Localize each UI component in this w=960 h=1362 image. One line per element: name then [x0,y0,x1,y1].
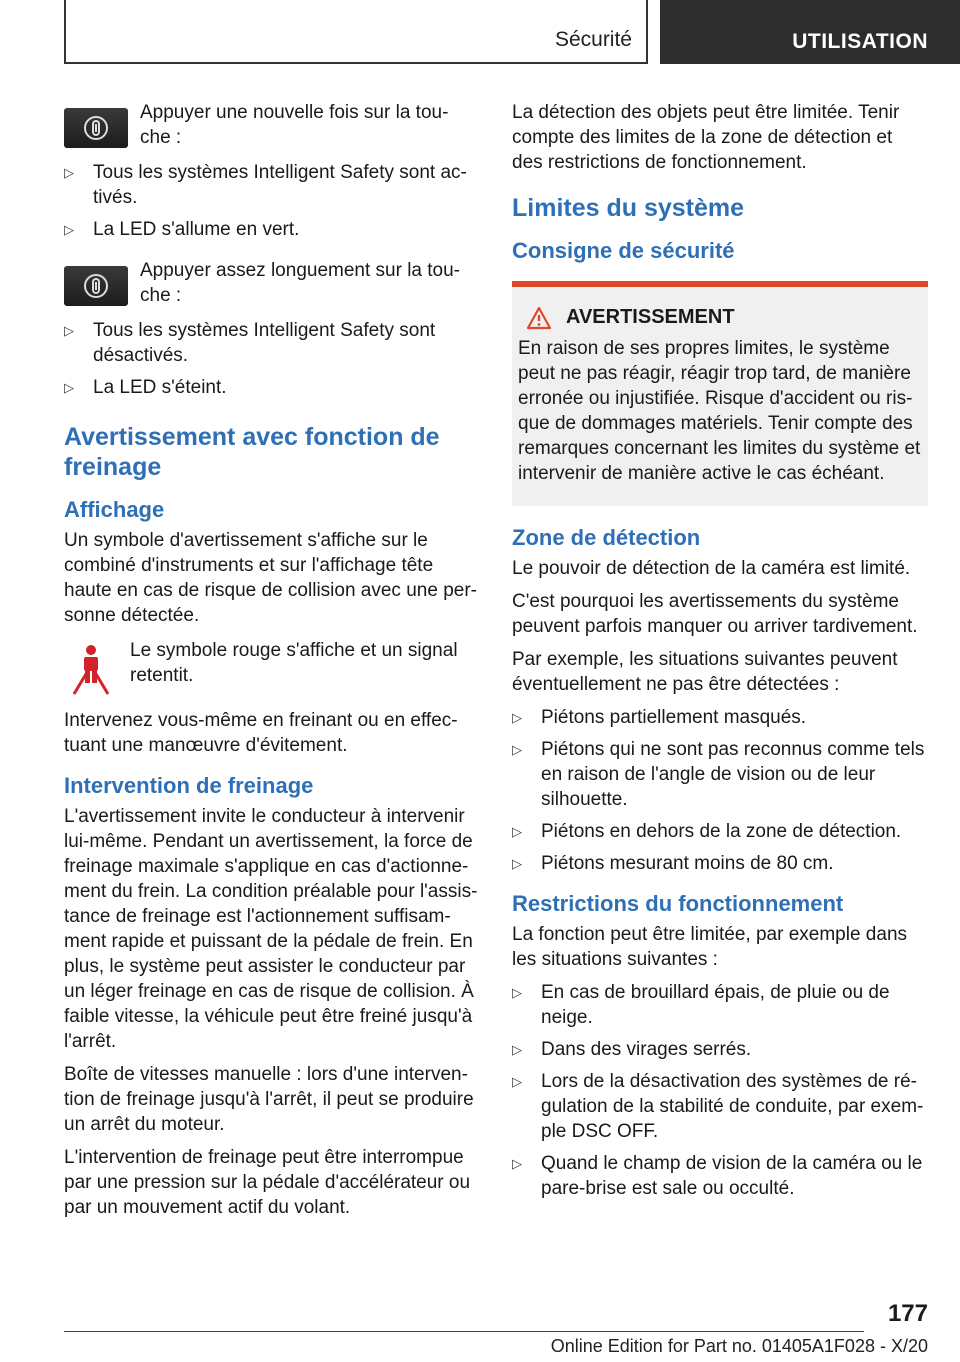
paragraph: La fonction peut être limitée, par exemple dans les situations suivantes : [512,924,908,970]
bullet-list [64,318,478,400]
subsection-heading: Zone de détection [512,525,701,550]
list-item: ▷ La LED s'éteint. [64,375,478,400]
button-instruction-2 [64,258,478,308]
paragraph: Boîte de vitesses manuelle : lors d'une interven-tion de freinage jusqu'à l'arrêt, il peut se produire un arrêt du moteur. [64,1064,474,1135]
footer-edition: Online Edition for Part no. 01405A1F028 - X/20 [550,1336,928,1356]
bullet-list [512,705,928,876]
button-instruction-text: Appuyer assez longuement sur la tou-che : [140,260,461,306]
list-item: ▷ Tous les systèmes Intelligent Safety sont désactivés. [64,318,478,368]
subsection-heading: Consigne de sécurité [512,238,735,263]
button-instruction-text: Appuyer une nouvelle fois sur la tou-che : [140,102,449,148]
paragraph: Le pouvoir de détection de la caméra est limité. [512,558,911,579]
paragraph: La détection des objets peut être limitée. Tenir compte des limites de la zone de détection et des restrictions de fonctionnement. [512,102,900,173]
list-item: ▷ Piétons mesurant moins de 80 cm. [512,851,928,876]
header-chapter-title: UTILISATION [792,30,928,53]
list-item: ▷ Piétons partiellement masqués. [512,705,928,730]
list-item: ▷ En cas de brouillard épais, de pluie ou de neige. [512,980,928,1030]
list-item: ▷ Quand le champ de vision de la caméra ou le pare-brise est sale ou occulté. [512,1151,928,1201]
paragraph: Par exemple, les situations suivantes peuvent éventuellement ne pas être détectées : [512,649,898,695]
right-column [512,100,928,1209]
intelligent-safety-button-icon [64,108,128,148]
left-column [64,100,478,1228]
paragraph: L'avertissement invite le conducteur à intervenir lui-même. Pendant un avertissement, la force de freinage maximale s'applique en cas d'actionne-ment du frein. La condition préalable pour l'assis-tance de freinage est l'actionnement suffisam-ment rapide et puissant de la pédale de frein. En plus, le système peut assister le conducteur par un léger freinage en cas de risque de collision. À faible vitesse, la véhicule peut être freiné jusqu'à l'arrêt. [64,806,478,1052]
paragraph: C'est pourquoi les avertissements du système peuvent parfois manquer ou arriver tardivement. [512,591,918,637]
warning-triangle-icon [526,306,552,330]
pictogram-text: Le symbole rouge s'affiche et un signal retentit. [130,640,458,686]
page-number: 177 [887,1300,928,1327]
page-header-frame [64,0,648,64]
intelligent-safety-button-icon [64,266,128,306]
warning-box [512,281,928,506]
bullet-list [64,160,478,242]
pedestrian-warning-icon [64,638,118,696]
paragraph: Intervenez vous-même en freinant ou en effec-tuant une manœuvre d'évitement. [64,710,458,756]
list-item: ▷ La LED s'allume en vert. [64,217,478,242]
list-item: ▷ Dans des virages serrés. [512,1037,928,1062]
footer-divider [64,1331,864,1332]
warning-text: En raison de ses propres limites, le système peut ne pas réagir, réagir trop tard, de manière erronée ou injustifiée. Risque d'accident ou ris-que de dommages matériels. Tenir compte des remarques concernant les limites du système et intervenir de manière active le cas échéant. [518,338,921,484]
subsection-heading: Affichage [64,497,165,522]
subsection-heading: Restrictions du fonctionnement [512,891,844,916]
header-chapter-tab [660,0,960,64]
list-item: ▷ Tous les systèmes Intelligent Safety sont ac-tivés. [64,160,478,210]
pictogram-row [64,638,478,700]
paragraph: Un symbole d'avertissement s'affiche sur le combiné d'instruments et sur l'affichage tête haute en cas de risque de collision avec une per-sonne détectée. [64,530,477,626]
button-instruction-1 [64,100,478,150]
list-item: ▷ Lors de la désactivation des systèmes de ré-gulation de la stabilité de conduite, par exem-ple DSC OFF. [512,1069,928,1144]
section-heading: Limites du système [512,194,745,222]
section-heading: Avertissement avec fonction de freinage [64,423,440,481]
header-section-title: Sécurité [554,28,632,51]
warning-header [526,305,922,330]
warning-title: AVERTISSEMENT [566,306,735,328]
paragraph: L'intervention de freinage peut être interrompue par une pression sur la pédale d'accélérateur ou par un mouvement actif du volant. [64,1147,471,1218]
bullet-list [512,980,928,1201]
subsection-heading: Intervention de freinage [64,773,314,798]
list-item: ▷ Piétons en dehors de la zone de détection. [512,819,928,844]
list-item: ▷ Piétons qui ne sont pas reconnus comme tels en raison de l'angle de vision ou de leur silhouette. [512,737,928,812]
